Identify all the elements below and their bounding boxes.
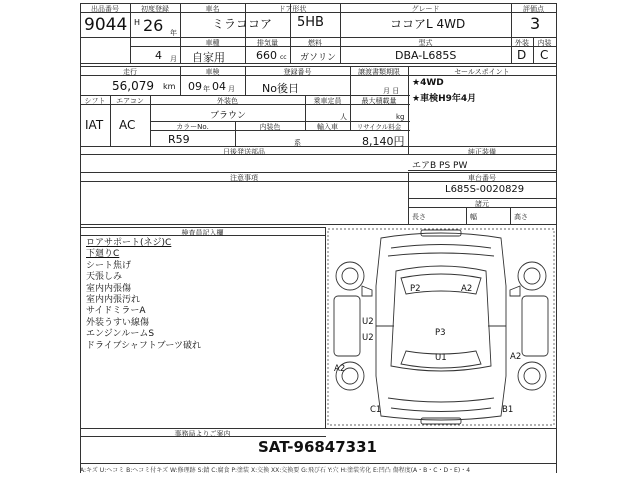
displacement: 660 xyxy=(256,49,277,62)
fuel-label: 燃料 xyxy=(308,39,322,47)
reg-no-label: 登録番号 xyxy=(283,68,312,76)
office-label: 事務局よりご案内 xyxy=(174,430,231,438)
reg-month: 4 xyxy=(155,49,162,62)
chassis-no: L685S-0020829 xyxy=(445,184,525,195)
inspector-notes xyxy=(86,238,201,352)
damage-mark: A2 xyxy=(510,352,522,362)
reg-no: No後日 xyxy=(262,82,299,95)
note-item: シート焦げ xyxy=(86,260,132,271)
note-item: ドライブシャフトブーツ破れ xyxy=(86,340,202,351)
inspection-year-unit: 年 xyxy=(203,85,210,93)
capacity-label: 乗車定員 xyxy=(313,97,342,105)
max-load-label: 最大積載量 xyxy=(361,97,397,105)
car-name-label: 車名 xyxy=(205,5,220,13)
sales-point-2: ★車検H9年4月 xyxy=(412,94,477,104)
inspection-month: 04 xyxy=(212,80,226,93)
car-name: ミラココア xyxy=(212,17,273,31)
int-label: 内装 xyxy=(537,39,552,47)
ext-score: D xyxy=(517,48,527,62)
dims-label: 諸元 xyxy=(475,200,489,208)
int-score: C xyxy=(540,48,549,62)
score-label: 評価点 xyxy=(523,5,544,13)
grade: ココアL 4WD xyxy=(390,17,466,31)
recycle-due-label: 譲渡書類期限 xyxy=(358,68,400,76)
damage-mark: U2 xyxy=(362,317,374,327)
chassis-no-label: 車台番号 xyxy=(468,174,496,182)
sales-point-label: セールスポイント xyxy=(454,68,510,76)
cc-unit: cc xyxy=(280,54,287,61)
int-color-label: 内装色 xyxy=(259,123,281,131)
equip-label: 純正装備 xyxy=(468,148,496,156)
color-no: R59 xyxy=(168,133,190,146)
usage: 自家用 xyxy=(192,51,225,64)
recycle-due-unit: 月 日 xyxy=(383,87,400,95)
vehicle-cat-label: 車種 xyxy=(205,39,220,47)
aircon-label: エアコン xyxy=(116,97,144,105)
recycle-label: リサイクル料金 xyxy=(356,123,402,131)
grade-label: グレード xyxy=(411,5,440,13)
damage-mark: U1 xyxy=(435,353,447,363)
ext-color-label: 外装色 xyxy=(217,97,238,105)
ext-label: 外装 xyxy=(515,39,529,47)
damage-mark: A2 xyxy=(334,364,346,374)
damage-mark: P2 xyxy=(410,284,421,294)
era: H xyxy=(134,18,141,27)
car-diagram xyxy=(326,226,556,428)
color-no-label: カラーNo. xyxy=(176,123,209,131)
mileage: 56,079 xyxy=(112,79,154,93)
capacity-unit: 人 xyxy=(340,113,347,121)
note-item: サイドミラーA xyxy=(86,306,146,317)
inspection-year: 09 xyxy=(188,80,202,93)
note-item: 室内内張汚れ xyxy=(86,295,141,306)
note-item: 外装うすい線傷 xyxy=(86,317,150,328)
shift-label: シフト xyxy=(84,97,106,105)
recycle-fee: 8,140円 xyxy=(362,135,405,148)
lot-no-label: 出品番号 xyxy=(91,5,119,13)
note-item: 天張しみ xyxy=(86,272,123,283)
load-unit: kg xyxy=(396,113,405,121)
reg-year: 26 xyxy=(143,16,164,35)
damage-mark: A2 xyxy=(461,284,473,294)
width-label: 幅 xyxy=(470,213,477,221)
len-label: 長さ xyxy=(412,213,426,221)
displacement-label: 排気量 xyxy=(257,39,278,47)
recycle-unit: 系 xyxy=(294,139,301,147)
model: DBA-L685S xyxy=(395,49,457,62)
note-item: エンジンルームS xyxy=(86,329,155,340)
damage-mark: C1 xyxy=(370,405,382,415)
fuel: ガソリン xyxy=(300,53,337,63)
sat-number: SAT-96847331 xyxy=(258,438,377,456)
lot-number: 9044 xyxy=(84,15,128,35)
damage-mark: P3 xyxy=(435,328,446,338)
height-label: 高さ xyxy=(514,213,528,221)
km-unit: km xyxy=(163,82,176,91)
mileage-label: 走行 xyxy=(123,68,137,76)
equipment: エアB PS PW xyxy=(412,161,468,171)
door-shape: 5HB xyxy=(297,15,324,30)
note-item: 下廻りC xyxy=(86,249,120,260)
shift: IAT xyxy=(85,118,104,132)
first-reg-label: 初度登録 xyxy=(141,5,169,13)
inspection-month-unit: 月 xyxy=(228,85,235,93)
damage-legend: A:キズ U:ヘコミ B:ヘコミ付キズ W:修理跡 S:錆 C:腐食 P:塗装 X:交換 XX:交換要 G:飛び石 Y:穴 H:塗装劣化 E:凹凸 傷程度(A・B・C・D・E)・4 xyxy=(80,467,471,474)
damage-mark: U2 xyxy=(362,333,374,343)
note-item: 室内内張傷 xyxy=(86,283,132,294)
import-label: 輸入車 xyxy=(317,123,338,131)
accessories-label: 日後発送部品 xyxy=(223,148,265,156)
ext-color: ブラウン xyxy=(210,111,247,121)
inspector-label: 検査員記入欄 xyxy=(181,229,224,237)
month-unit: 月 xyxy=(170,55,177,63)
door-shape-label: ドア形状 xyxy=(278,5,307,13)
note-item: ロアサポート(ネジ)C xyxy=(86,238,172,248)
damage-mark: B1 xyxy=(502,405,514,415)
aircon: AC xyxy=(119,118,136,132)
year-unit: 年 xyxy=(170,29,177,37)
inspection-label: 車検 xyxy=(205,68,220,76)
notes-label: 注意事項 xyxy=(230,174,258,182)
model-label: 型式 xyxy=(418,39,433,47)
sales-point-1: ★4WD xyxy=(412,78,444,88)
score: 3 xyxy=(530,14,541,33)
